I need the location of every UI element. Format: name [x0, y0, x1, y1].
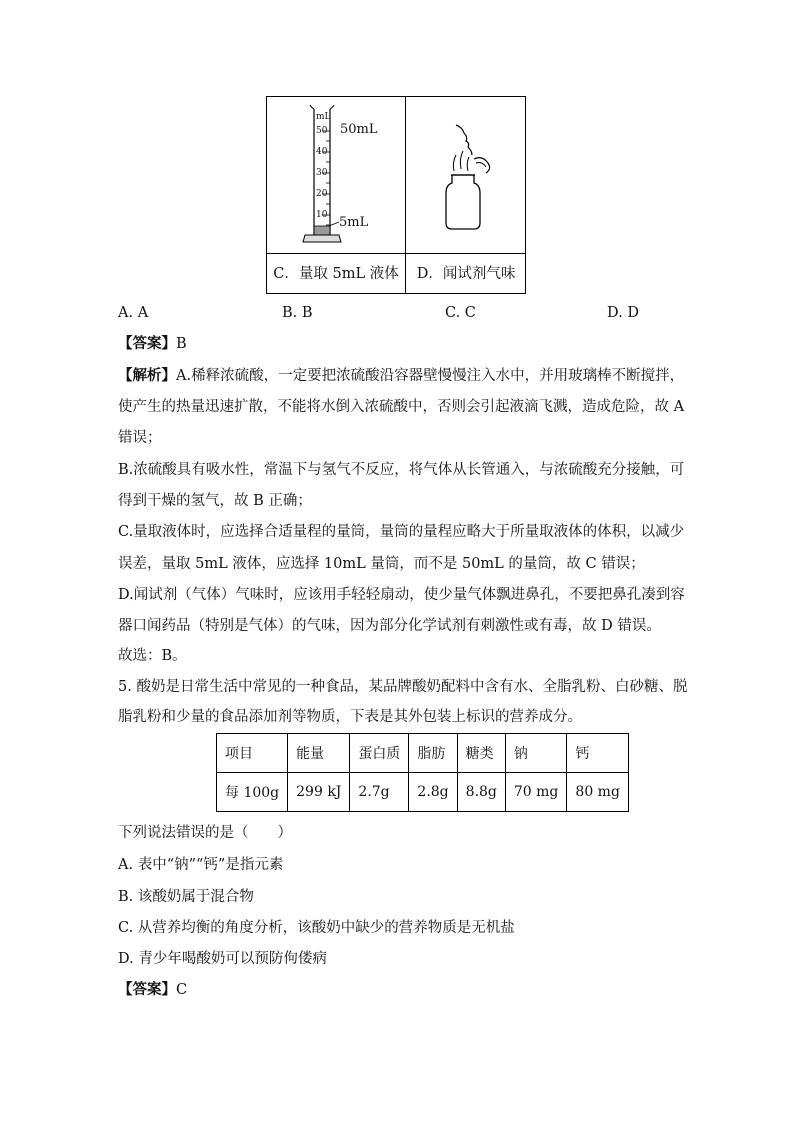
figure-caption-c: C．量取 5mL 液体 [273, 266, 399, 282]
option-b: B. B [282, 305, 313, 321]
table-cell: 299 kJ [288, 773, 350, 812]
figure-caption-d: D．闻试剂气味 [416, 266, 516, 282]
q5-choice-b: B. 该酸奶属于混合物 [118, 889, 254, 905]
q4-analysis-line-8: D.闻试剂（气体）气味时，应该用手轻轻扇动，使少量气体飘进鼻孔，不要把鼻孔凑到容 [118, 587, 685, 603]
cylinder-tick-30: 30 [316, 168, 328, 178]
cylinder-tick-40: 40 [316, 147, 328, 157]
cylinder-capacity-label: 50mL [340, 122, 378, 137]
q4-analysis-line-3: 错误； [118, 430, 162, 446]
table-header-cell: 脂肪 [409, 734, 457, 773]
table-cell: 每 100g [217, 773, 288, 812]
cylinder-unit-label: mL [316, 112, 331, 122]
table-header-cell: 能量 [288, 734, 350, 773]
option-a: A. A [118, 305, 149, 321]
q4-answer-value: B [176, 336, 187, 352]
table-header-cell: 钠 [505, 734, 567, 773]
q5-question: 下列说法错误的是（ ） [118, 825, 292, 841]
q5-answer-tag: 【答案】 [118, 981, 176, 998]
nutrition-table [216, 733, 629, 812]
table-header-cell: 蛋白质 [350, 734, 409, 773]
table-cell: 2.8g [409, 773, 457, 812]
q5-stem-line-1: 5. 酸奶是日常生活中常见的一种食品，某品牌酸奶配料中含有水、全脂乳粉、白砂糖、脱 [118, 679, 688, 695]
table-cell: 8.8g [457, 773, 505, 812]
table-cell: 80 mg [567, 773, 629, 812]
q4-analysis-line-6: C.量取液体时，应选择合适量程的量筒，量筒的量程应略大于所量取液体的体积，以减少 [118, 524, 685, 540]
option-c: C. C [445, 305, 476, 321]
cylinder-tick-20: 20 [316, 189, 328, 199]
table-cell: 2.7g [350, 773, 409, 812]
cylinder-tick-50: 50 [316, 126, 328, 136]
q4-answer-tag: 【答案】 [118, 335, 176, 352]
q5-answer [118, 980, 187, 1000]
table-row [217, 773, 629, 812]
q4-analysis-tag: 【解析】 [118, 367, 176, 384]
cylinder-tick-10: 10 [316, 210, 328, 220]
q5-answer-value: C [176, 982, 188, 998]
q4-answer [118, 334, 187, 354]
q4-analysis-line-5: 得到干燥的氢气，故 B 正确； [118, 493, 312, 509]
cylinder-volume-label: 5mL [339, 215, 369, 230]
option-d: D. D [607, 305, 639, 321]
q4-analysis-line-9: 器口闻药品（特别是气体）的气味，因为部分化学试剂有刺激性或有毒，故 D 错误。 [118, 618, 661, 634]
q4-analysis-line-4: B.浓硫酸具有吸水性，常温下与氢气不反应，将气体从长管通入，与浓硫酸充分接触，可 [118, 462, 685, 478]
q4-analysis-line-1: 【解析】A.稀释浓硫酸，一定要把浓硫酸沿容器壁慢慢注入水中，并用玻璃棒不断搅拌， [118, 367, 685, 384]
q5-choice-c: C. 从营养均衡的角度分析，该酸奶中缺少的营养物质是无机盐 [118, 920, 515, 936]
graduated-cylinder-icon [267, 97, 405, 253]
q4-analysis-line-2: 使产生的热量迅速扩散，不能将水倒入浓硫酸中，否则会引起液滴飞溅，造成危险，故 A [118, 399, 685, 415]
q5-stem-line-2: 脂乳粉和少量的食品添加剂等物质，下表是其外包装上标识的营养成分。 [118, 709, 582, 725]
table-header-row [217, 734, 629, 773]
table-header-cell: 项目 [217, 734, 288, 773]
q4-analysis-line-10: 故选：B。 [118, 648, 187, 664]
q5-choice-a: A. 表中“钠”“钙”是指元素 [118, 857, 284, 873]
table-header-cell: 钙 [567, 734, 629, 773]
figure-table [266, 96, 526, 294]
q4-analysis-line-7: 误差，量取 5mL 液体，应选择 10mL 量筒，而不是 50mL 的量筒，故 C 错误； [118, 556, 645, 572]
table-cell: 70 mg [505, 773, 567, 812]
table-header-cell: 糖类 [457, 734, 505, 773]
smelling-reagent-icon [406, 97, 526, 253]
q5-choice-d: D. 青少年喝酸奶可以预防佝偻病 [118, 951, 327, 967]
